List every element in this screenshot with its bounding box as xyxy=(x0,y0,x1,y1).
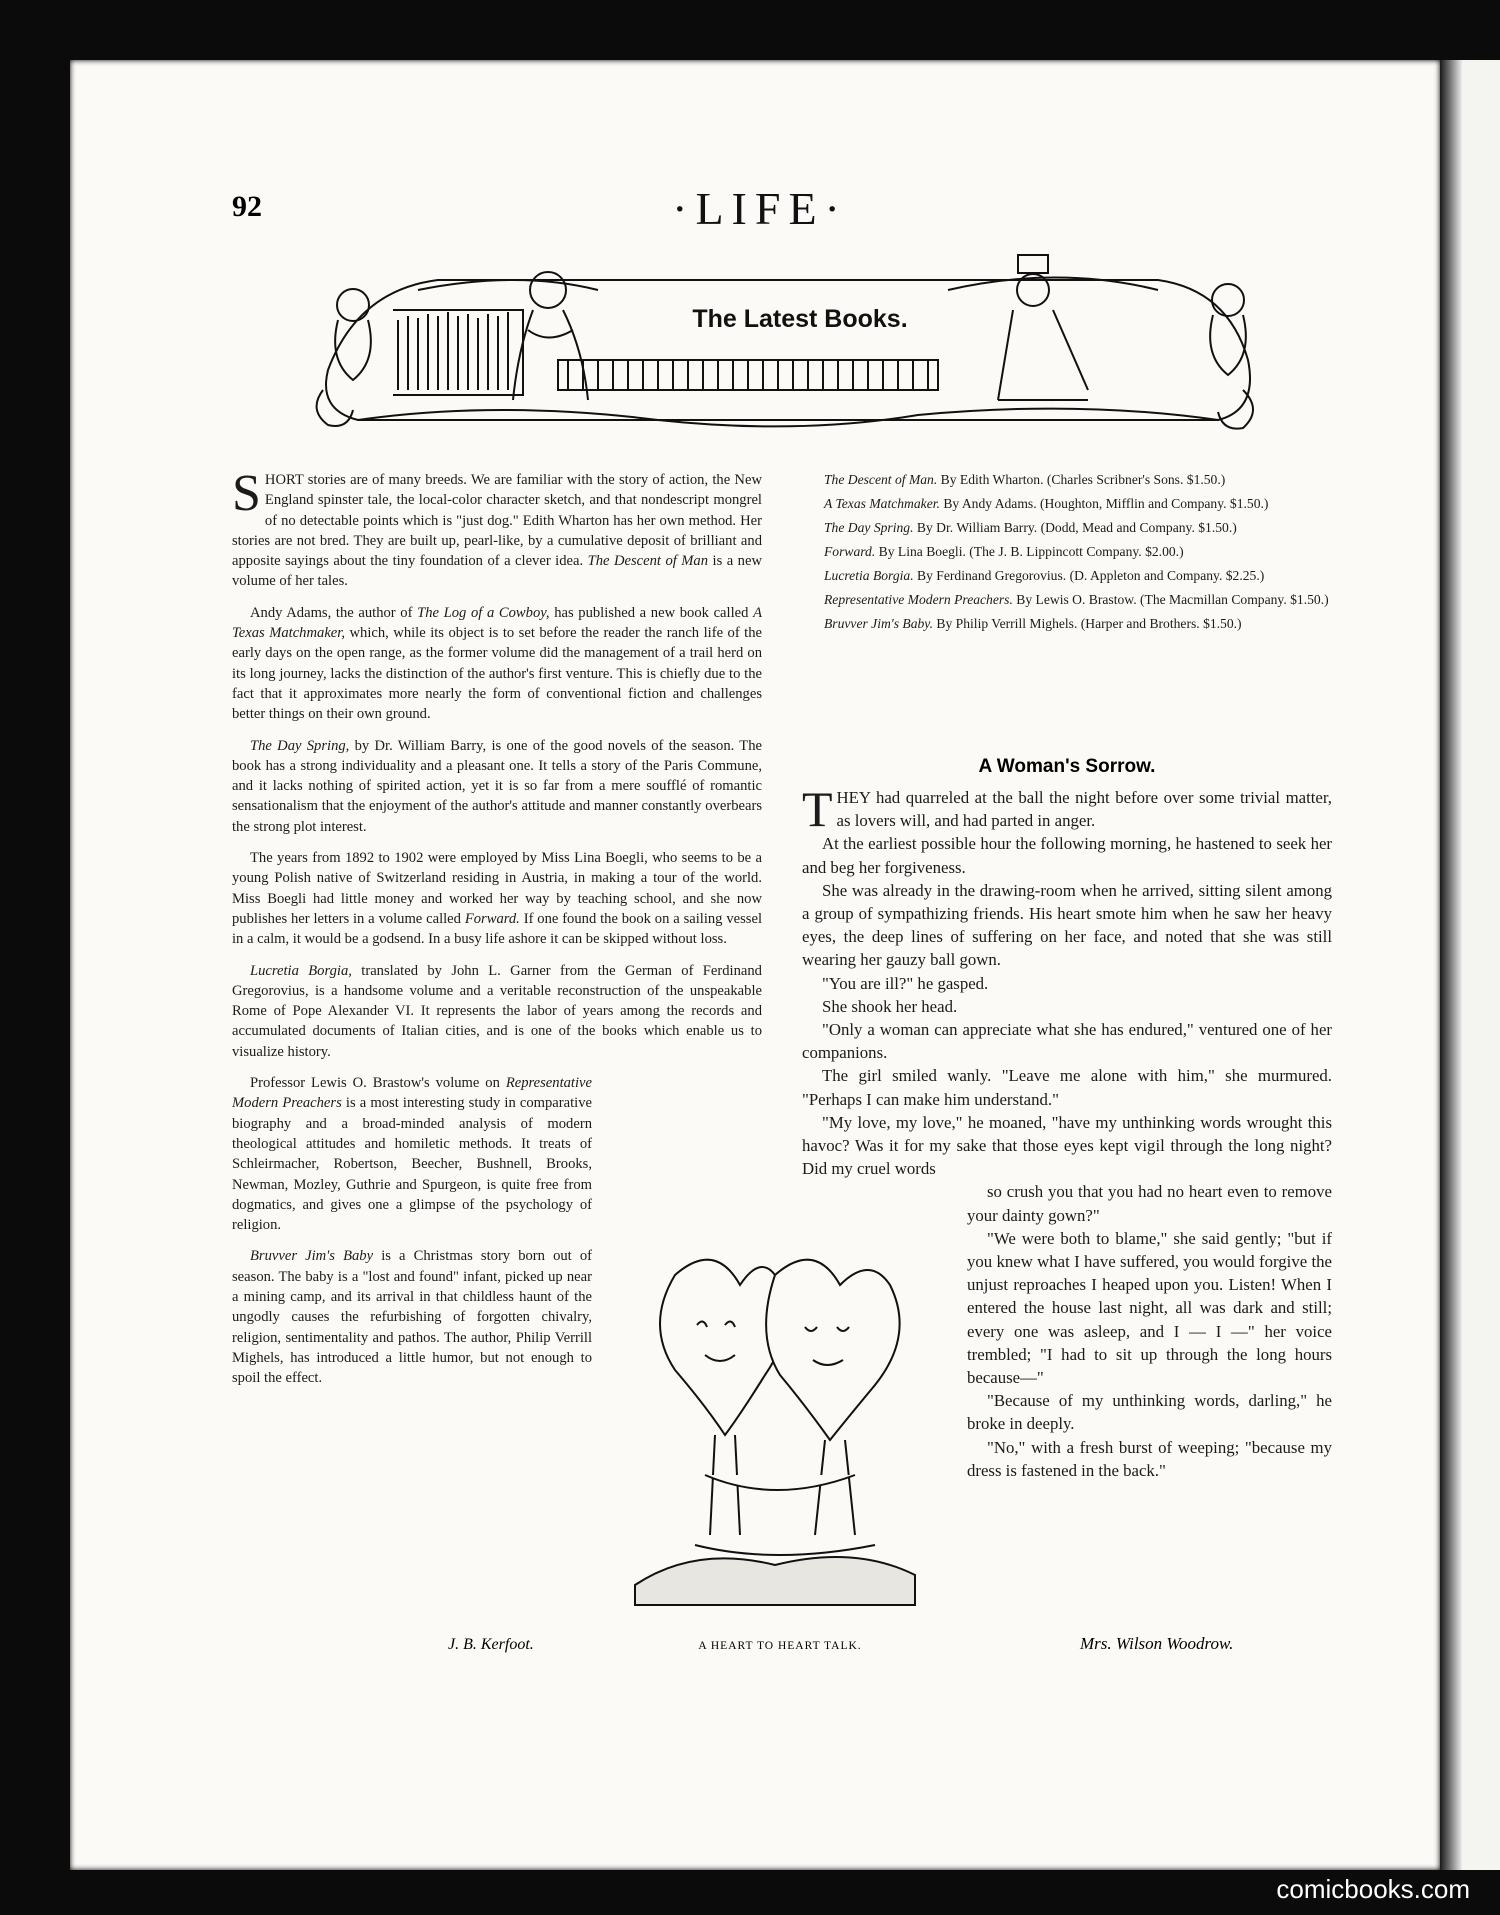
book-entry: The Descent of Man. By Edith Wharton. (Charles Scribner's Sons. $1.50.) xyxy=(824,472,1226,487)
hearts-illustration xyxy=(615,1245,933,1615)
watermark: comicbooks.com xyxy=(1276,1874,1470,1904)
book-entry: Bruvver Jim's Baby. By Philip Verrill Mighels. (Harper and Brothers. $1.50.) xyxy=(824,616,1242,631)
review-paragraph: Lucretia Borgia, translated by John L. Garner from the German of Ferdinand Gregorovius, is a handsome volume and a veritable reconstruction of the unspeakable Rome of Pope Alexander VI. It represents the labor of years among the records and accumulated documents of Italian cities, and is one of the books which enable us to visualize history. xyxy=(232,962,762,1060)
book-entry: Representative Modern Preachers. By Lewis O. Brastow. (The Macmillan Company. $1.50.) xyxy=(824,592,1329,607)
masthead: ·LIFE· xyxy=(672,183,848,234)
story-wrap xyxy=(967,1180,1332,1482)
drop-cap: S xyxy=(232,465,261,522)
story-paragraph: "You are ill?" he gasped. xyxy=(822,973,989,993)
book-entry: A Texas Matchmaker. By Andy Adams. (Houghton, Mifflin and Company. $1.50.) xyxy=(824,496,1269,511)
review-paragraph: The years from 1892 to 1902 were employed by Miss Lina Boegli, who seems to be a young Polish native of Switzerland residing in Austria, in making a tour of the world. Miss Boegli had little money and worked her way by teaching school, and she now publishes her letters in a volume called Forward. If one found the book on a sailing vessel in a calm, it would be a godsend. In a busy life ashore it can be skipped without loss. xyxy=(232,850,762,948)
book-entry: Forward. By Lina Boegli. (The J. B. Lippincott Company. $2.00.) xyxy=(824,544,1184,559)
drop-cap: T xyxy=(802,781,833,837)
story-paragraph: "We were both to blame," she said gently; "but if you knew what I have suffered, you would forgive the unjust reproaches I heaped upon you. Listen! When I entered the house last night, all was dark and still; every one was asleep, and I — I —" her voice trembled; "I had to sit up through the long hours because—" xyxy=(967,1228,1332,1388)
review-paragraph: Bruvver Jim's Baby is a Christmas story born out of season. The baby is a "lost and found" infant, picked up near a mining camp, and its arrival in that childless haunt of the ungodly causes the refurbishing of forgotten chivalry, religion, sentimentality and pathos. The author, Philip Verrill Mighels, has introduced a little humor, but not enough to spoil the effect. xyxy=(232,1248,592,1387)
section-title: The Latest Books. xyxy=(692,305,908,333)
story-signature: Mrs. Wilson Woodrow. xyxy=(1080,1634,1234,1653)
story-title: A Woman's Sorrow. xyxy=(978,756,1156,777)
story-paragraph: "No," with a fresh burst of weeping; "because my dress is fastened in the back." xyxy=(967,1437,1332,1480)
review-signature: J. B. Kerfoot. xyxy=(448,1636,534,1653)
illustration-caption: A HEART TO HEART TALK. xyxy=(698,1640,862,1652)
review-paragraph: Andy Adams, the author of The Log of a Cowboy, has published a new book called A Texas Matchmaker, which, while its object is to set before the reader the ranch life of the early days on the open range, as the former volume did the management of a trail herd on its long journey, lacks the distinction of the author's first venture. This is chiefly due to the fact that it approximates more nearly the form of conventional fiction and challenges better things on their own ground. xyxy=(232,604,763,723)
story-paragraph: "My love, my love," he moaned, "have my unthinking words wrought this havoc? Was it for my sake that those eyes kept vigil through the long night? Did my cruel words xyxy=(802,1112,1332,1179)
page-number: 92 xyxy=(232,190,262,223)
book-entry: Lucretia Borgia. By Ferdinand Gregorovius. (D. Appleton and Company. $2.25.) xyxy=(824,568,1265,583)
story-paragraph: "Only a woman can appreciate what she has endured," ventured one of her companions. xyxy=(802,1020,1332,1063)
story-paragraph: She was already in the drawing-room when he arrived, sitting silent among a group of sympathizing friends. His heart smote him when he saw her heavy eyes, the deep lines of suffering on her face, and noted that she was still wearing her gauzy ball gown. xyxy=(802,880,1332,970)
book-gutter xyxy=(1440,60,1462,1870)
story-paragraph: THEY had quarreled at the ball the night before over some trivial matter, as lovers will, and had parted in anger. xyxy=(802,781,1332,837)
story-paragraph: She shook her head. xyxy=(822,996,958,1016)
review-paragraph: The Day Spring, by Dr. William Barry, is one of the good novels of the season. The book has a strong individuality and a pleasant one. It tells a story of the Paris Commune, and it lacks nothing of spirited action, yet it is so far from a mere soufflé of romantic sensationalism that the enjoyment of the author's attitude and manner constantly overbears the strong plot interest. xyxy=(232,737,762,835)
banner-illustration xyxy=(298,250,1268,440)
next-page-edge xyxy=(1462,60,1500,1870)
book-list xyxy=(802,470,1332,638)
story-paragraph: so crush you that you had no heart even to remove your dainty gown?" xyxy=(967,1182,1332,1225)
story-paragraph: "Because of my unthinking words, darling," he broke in deeply. xyxy=(967,1391,1332,1434)
review-paragraph: SHORT stories are of many breeds. We are familiar with the story of action, the New England spinster tale, the local-color character sketch, and that nondescript mongrel of no detectable points which is "just dog." Edith Wharton has her own method. Her stories are not bred. They are built up, pearl-like, by a cumulative deposit of brilliant and apposite sayings about the tiny foundation of a clever idea. The Descent of Man is a new volume of her tales. xyxy=(232,465,762,590)
review-paragraph: Professor Lewis O. Brastow's volume on Representative Modern Preachers is a most interesting study in comparative biography and a broad-minded analysis of modern theological attitudes and homiletic methods. It treats of Schleirmacher, Robertson, Beecher, Bushnell, Brooks, Newman, Mozley, Guthrie and Spurgeon, is quite free from dogmatics, and gives one a glimpse of the psychology of religion. xyxy=(232,1075,593,1234)
book-entry: The Day Spring. By Dr. William Barry. (Dodd, Mead and Company. $1.50.) xyxy=(824,520,1237,535)
story-paragraph: At the earliest possible hour the following morning, he hastened to seek her and beg her forgiveness. xyxy=(802,834,1332,877)
story-paragraph: The girl smiled wanly. "Leave me alone with him," she murmured. "Perhaps I can make him understand." xyxy=(802,1066,1332,1109)
